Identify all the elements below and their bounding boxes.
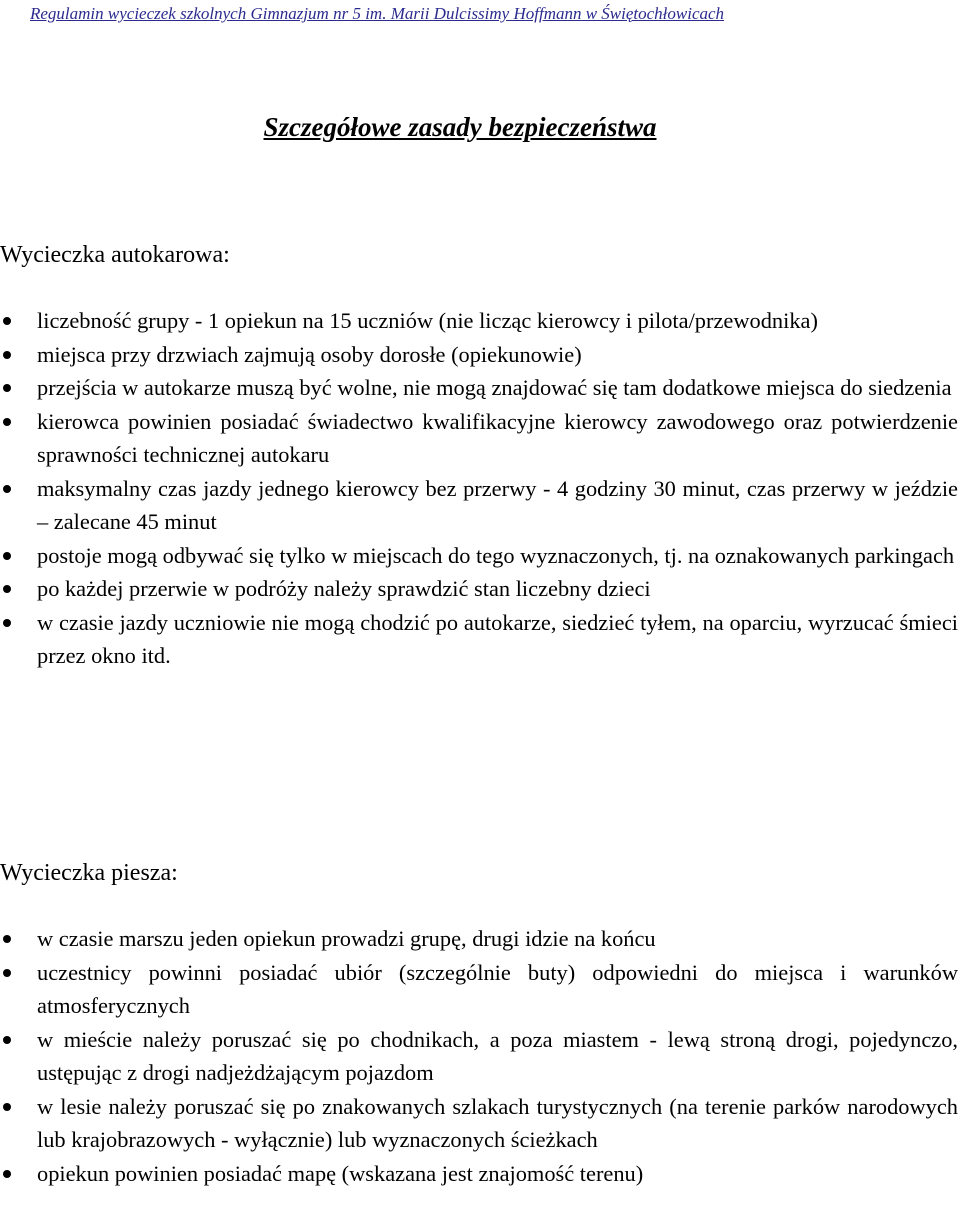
bullet-icon [3,384,11,392]
section-heading-walking-trip: Wycieczka piesza: [0,860,178,886]
list-item [0,606,958,673]
bus-trip-rules-list [0,304,958,673]
bullet-icon [3,418,11,426]
list-item [0,405,958,472]
list-item [0,572,958,606]
list-item [0,1023,958,1090]
bullet-icon [3,585,11,593]
bullet-icon [3,935,11,943]
list-item [0,472,958,539]
bullet-icon [3,619,11,627]
list-item-text: w lesie należy poruszać się po znakowanych szlakach turystycznych (na terenie parków narodowych lub krajobrazowych - wyłącznie) lub wyznaczonych ścieżkach [37,1093,958,1152]
list-item [0,1090,958,1157]
list-item [0,539,958,573]
bullet-icon [3,1170,11,1178]
list-item-text: maksymalny czas jazdy jednego kierowcy bez przerwy - 4 godziny 30 minut, czas przerwy w jeździe – zalecane 45 minut [37,475,958,534]
list-item-text: w czasie jazdy uczniowie nie mogą chodzić po autokarze, siedzieć tyłem, na oparciu, wyrzucać śmieci przez okno itd. [37,609,958,668]
list-item-text: w mieście należy poruszać się po chodnikach, a poza miastem - lewą stroną drogi, pojedynczo, ustępując z drogi nadjeżdżającym pojazdom [37,1026,958,1085]
list-item-text: kierowca powinien posiadać świadectwo kwalifikacyjne kierowcy zawodowego oraz potwierdzenie sprawności technicznej autokaru [37,408,958,467]
list-item [0,1157,958,1191]
list-item [0,304,958,338]
page-header: Regulamin wycieczek szkolnych Gimnazjum nr 5 im. Marii Dulcissimy Hoffmann w Świętochłowicach [30,4,725,23]
bullet-icon [3,317,11,325]
bullet-icon [3,485,11,493]
list-item-text: uczestnicy powinni posiadać ubiór (szczególnie buty) odpowiedni do miejsca i warunków atmosferycznych [37,959,958,1018]
list-item-text: po każdej przerwie w podróży należy sprawdzić stan liczebny dzieci [37,576,651,601]
bullet-icon [3,1036,11,1044]
list-item-text: przejścia w autokarze muszą być wolne, nie mogą znajdować się tam dodatkowe miejsca do siedzenia [37,375,952,400]
list-item [0,922,958,956]
list-item-text: opiekun powinien posiadać mapę (wskazana jest znajomość terenu) [37,1160,644,1186]
walking-trip-rules-list [0,922,958,1190]
bullet-icon [3,1103,11,1111]
list-item-text: miejsca przy drzwiach zajmują osoby dorosłe (opiekunowie) [37,341,582,367]
list-item-text: postoje mogą odbywać się tylko w miejscach do tego wyznaczonych, tj. na oznakowanych parkingach [37,542,955,568]
list-item [0,338,958,372]
list-item [0,956,958,1023]
list-item-text: liczebność grupy - 1 opiekun na 15 uczniów (nie licząc kierowcy i pilota/przewodnika) [37,308,818,333]
bullet-icon [3,351,11,359]
list-item-text: w czasie marszu jeden opiekun prowadzi grupę, drugi idzie na końcu [37,926,656,951]
list-item [0,371,958,405]
section-heading-bus-trip: Wycieczka autokarowa: [0,242,230,268]
bullet-icon [3,552,11,560]
page-title: Szczegółowe zasady bezpieczeństwa [263,112,657,142]
bullet-icon [3,969,11,977]
